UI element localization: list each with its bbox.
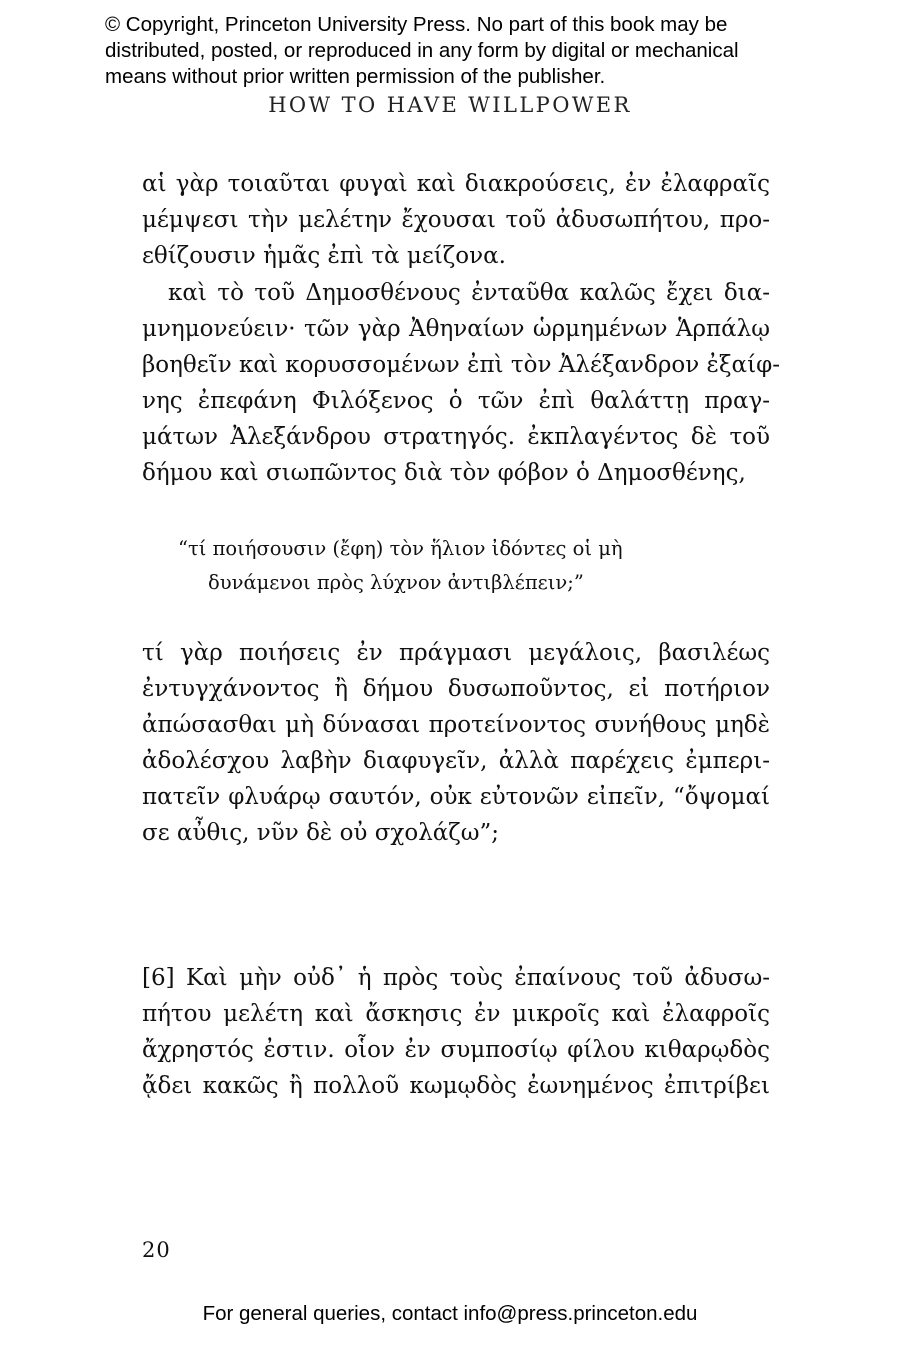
text-line: ἐντυγχάνοντος ἢ δήμου δυσωποῦντος, εἰ ποτήριον	[142, 676, 770, 702]
text-line: βοηθεῖν καὶ κορυσσομένων ἐπὶ τὸν Ἀλέξανδρον ἐξαίφ-	[142, 352, 780, 378]
text-line: [6] Καὶ μὴν οὐδ᾽ ἡ πρὸς τοὺς ἐπαίνους τοῦ ἀδυσω-	[142, 965, 770, 991]
text-line: εθίζουσιν ἡμᾶς ἐπὶ τὰ μείζονα.	[142, 243, 506, 269]
block-quote	[178, 532, 698, 600]
text-line: μάτων Ἀλεξάνδρου στρατηγός. ἐκπλαγέντος δὲ τοῦ	[142, 424, 770, 450]
text-line: νης ἐπεφάνη Φιλόξενος ὁ τῶν ἐπὶ θαλάττῃ πραγ-	[142, 388, 770, 414]
quote-line: δυνάμενοι πρὸς λύχνον ἀντιβλέπειν;”	[208, 571, 584, 594]
text-line: τί γὰρ ποιήσεις ἐν πράγμασι μεγάλοις, βασιλέως	[142, 640, 770, 666]
paragraph-2	[142, 275, 780, 491]
copyright-notice	[105, 12, 865, 90]
text-line: ᾄδει κακῶς ἢ πολλοῦ κωμῳδὸς ἐωνημένος ἐπιτρίβει	[142, 1073, 770, 1099]
text-line: πατεῖν φλυάρῳ σαυτόν, οὐκ εὐτονῶν εἰπεῖν, “ὄψομαί	[142, 784, 770, 810]
text-line: ἀπώσασθαι μὴ δύνασαι προτείνοντος συνήθους μηδὲ	[142, 712, 770, 738]
paragraph-3	[142, 635, 770, 851]
paragraph-1	[142, 166, 770, 274]
text-line: δήμου καὶ σιωπῶντος διὰ τὸν φόβον ὁ Δημοσθένης,	[142, 460, 746, 486]
paragraph-4	[142, 960, 770, 1104]
copyright-line: distributed, posted, or reproduced in any form by digital or mechanical	[105, 39, 739, 62]
text-line: μνημονεύειν· τῶν γὰρ Ἀθηναίων ὡρμημένων Ἁρπάλῳ	[142, 316, 770, 342]
text-line: πήτου μελέτη καὶ ἄσκησις ἐν μικροῖς καὶ ἐλαφροῖς	[142, 1001, 770, 1027]
copyright-line: © Copyright, Princeton University Press. No part of this book may be	[105, 13, 728, 36]
footer-contact: For general queries, contact info@press.princeton.edu	[202, 1302, 698, 1325]
text-line: ἄχρηστός ἐστιν. οἷον ἐν συμποσίῳ φίλου κιθαρῳδὸς	[142, 1037, 770, 1063]
text-line: μέμψεσι τὴν μελέτην ἔχουσαι τοῦ ἀδυσωπήτου, προ-	[142, 207, 770, 233]
quote-line: “τί ποιήσουσιν (ἔφη) τὸν ἥλιον ἰδόντες οἱ μὴ	[178, 537, 623, 560]
page-number: 20	[142, 1238, 171, 1262]
text-line: σε αὖθις, νῦν δὲ οὐ σχολάζω”;	[142, 820, 500, 846]
text-line: καὶ τὸ τοῦ Δημοσθένους ἐνταῦθα καλῶς ἔχει δια-	[168, 280, 770, 306]
copyright-line: means without prior written permission of the publisher.	[105, 65, 606, 88]
text-line: αἱ γὰρ τοιαῦται φυγαὶ καὶ διακρούσεις, ἐν ἐλαφραῖς	[142, 171, 770, 197]
running-head: HOW TO HAVE WILLPOWER	[268, 93, 632, 117]
text-line: ἀδολέσχου λαβὴν διαφυγεῖν, ἀλλὰ παρέχεις ἐμπερι-	[142, 748, 770, 774]
